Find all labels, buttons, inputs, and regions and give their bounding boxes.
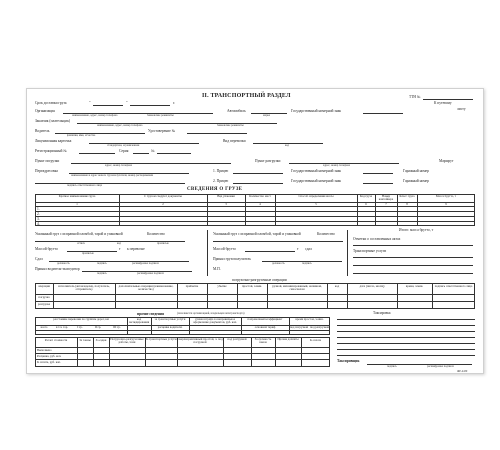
srok-year: г. xyxy=(173,101,175,105)
propis-1: прописью xyxy=(157,242,169,245)
pr-h4: прибытие xyxy=(185,285,199,288)
trans-label: Транспортные услуги xyxy=(353,249,387,253)
calc-h2: За тонны xyxy=(79,339,91,342)
sdal-label: Сдал xyxy=(35,257,43,261)
gov-num-3: Государственный номерной знак xyxy=(291,179,342,183)
prinyal-sig: подпись xyxy=(97,272,107,275)
cargo-row-2: 2. xyxy=(37,212,40,216)
footer-code: ФР-4430 xyxy=(457,370,468,373)
zakazchik-sub: наименование, адрес, номер телефона xyxy=(97,124,143,127)
cargo-n6: 6 xyxy=(365,203,367,206)
pr-title: погрузочно-разгрузочные операции xyxy=(232,278,287,282)
vid-code: код xyxy=(285,144,289,147)
org-label: Организация xyxy=(35,109,55,113)
org-sub: наименование, адрес, номер телефона xyxy=(72,114,118,117)
load-sub: адрес, номер телефона xyxy=(105,164,133,167)
document-sheet xyxy=(26,88,484,374)
kod: код xyxy=(117,242,121,245)
cargo-h3: Вид упаковки xyxy=(217,195,235,198)
cargo-n4: 4 xyxy=(259,203,261,206)
other-sub-4: II гр. xyxy=(94,326,102,329)
driver-sub: фамилия, имя, отчество xyxy=(67,134,96,137)
k-perevozke: к перевозке xyxy=(127,247,145,251)
other-h5: поправочный коэффициент xyxy=(247,318,283,321)
cargo-row-3: 3. xyxy=(37,217,40,221)
calc-h5: За транспортные услуги xyxy=(145,338,177,341)
cargo-h2: С грузом следуют документы xyxy=(144,195,182,198)
prinyal-label: Принял водитель-экспедитор xyxy=(35,267,80,271)
calc-h6: Сверхнормативный простой, ч. под погрузкой xyxy=(177,338,223,345)
cargo-row-4: 4. xyxy=(37,222,40,226)
other-h1: расстояние перевозки по группам дорог, км xyxy=(53,318,109,321)
pr-h2: исполнитель (автовладелец, получатель, отправитель) xyxy=(58,285,110,292)
calc-vypolneno: Выполнено xyxy=(37,348,52,352)
srok-quote-2: " xyxy=(126,101,128,105)
cargo-h4: Количество мест xyxy=(249,195,271,198)
other-h3: за транспортные услуги xyxy=(154,318,186,321)
cargo-h1: Краткое наименование груза xyxy=(58,195,96,198)
cargo-n2: 2 xyxy=(162,203,164,206)
calc-h10: К оплате xyxy=(309,339,322,342)
cargo-n7: 7 xyxy=(385,203,387,206)
mp-label: М.П. xyxy=(213,267,221,271)
load-point-label: Пункт погрузки xyxy=(35,159,60,163)
other-sub-5: III гр. xyxy=(113,326,121,329)
readdr-sub: наименование и адрес нового грузополучателя, номер распоряжения xyxy=(71,174,153,177)
cargo-n9: 9 xyxy=(445,203,447,206)
other-sub-3: I гр. xyxy=(77,326,83,329)
cargo-row-1: 1. xyxy=(37,207,40,211)
pr-h6: простой, ч.мин. xyxy=(241,285,262,288)
other-sub-1: всего xyxy=(40,326,48,329)
ttn-label: ТТН № xyxy=(409,95,421,99)
pricep2-label: 2. Прицеп xyxy=(213,179,229,183)
pr-h1: операция xyxy=(38,285,50,288)
unload-point-label: Пункт разгрузки xyxy=(255,159,281,163)
cargo-n5: 5 xyxy=(315,203,317,206)
calc-h4: Погрузочно-разгрузочные работы, тонн xyxy=(110,338,144,345)
right-dolj: должность xyxy=(272,262,285,265)
org-bank: банковские реквизиты xyxy=(147,114,174,117)
right-sdal: Указанный груз с исправной пломбой, тарой и упаковкой xyxy=(213,232,301,236)
pr-h3: дополнительные операции (наименование, количество) xyxy=(118,285,174,292)
other-title: прочие сведения xyxy=(137,312,164,316)
udost-label: Удостоверение № xyxy=(148,129,176,133)
other-h4: сумма штрафа за неправильное оформление документов, руб. коп. xyxy=(193,318,237,325)
calc-h8: За срочность заказа xyxy=(254,338,272,345)
document-title: II. ТРАНСПОРТНЫЙ РАЗДЕЛ xyxy=(202,93,291,99)
zakazchik-bank: банковские реквизиты xyxy=(217,124,244,127)
sdal-dolj: должность xyxy=(57,262,70,265)
right-t: т xyxy=(297,247,299,251)
seria-label: Серия xyxy=(119,149,129,153)
right-massa: Массой брутто xyxy=(213,247,236,251)
gar2-label: Гаражный номер xyxy=(403,179,429,183)
calc-rascenka: Расценка, руб. коп. xyxy=(37,354,62,358)
cargo-h9: Масса брутто, т xyxy=(435,195,457,198)
pr-h11: подпись ответственного лица xyxy=(434,285,473,288)
to-putevoy-label: К путевому xyxy=(434,101,452,105)
cargo-h7: Номер контейнера xyxy=(378,195,394,202)
sdal-text: Указанный груз с исправной пломбой, тарой и упаковкой xyxy=(35,232,123,236)
sdal-sig: подпись xyxy=(97,262,107,265)
other-sub-8: под погрузкой xyxy=(289,326,309,329)
srok-label: Срок доставки груза xyxy=(35,101,67,105)
pr-h10: время, ч.мин. xyxy=(405,285,424,288)
cargo-n1: 1 xyxy=(76,203,78,206)
license-label: Лицензионная карточка xyxy=(35,139,72,143)
other-h6: время простоя, ч.мин. xyxy=(295,318,324,321)
right-prinyal: Принял грузополучатель xyxy=(213,257,251,261)
zakazchik-label: Заказчик (плательщик) xyxy=(35,119,71,123)
calc-h1: Расчет стоимости xyxy=(44,339,68,342)
calc-h7: под разгрузкой xyxy=(227,338,247,341)
vehicle-label: Автомобиль xyxy=(227,109,246,113)
license-sub: стандартная, ограниченная xyxy=(107,144,140,147)
gar1-label: Гаражный номер xyxy=(403,169,429,173)
taksirovshik-label: Таксировщик xyxy=(337,359,360,363)
cargo-h5: Способ определения массы xyxy=(298,195,334,198)
pr-h7: ручной, механизированный, наливной, самосвалом xyxy=(272,285,322,292)
to-list-label: листу xyxy=(457,107,466,111)
right-k: сдал xyxy=(305,247,312,251)
vid-label: Вид перевозки xyxy=(223,139,246,143)
pr-row-1: погрузка xyxy=(38,296,50,299)
driver-label: Водитель xyxy=(35,129,50,133)
taks-rassh: расшифровка подписи xyxy=(427,365,454,368)
gov-num-2: Государственный номерной знак xyxy=(291,169,342,173)
pr-row-2: разгрузка xyxy=(37,303,51,306)
unload-sub: адрес, номер телефона xyxy=(323,164,351,167)
cargo-h6: Код груза xyxy=(359,195,373,198)
prinyal-rassh: расшифровка подписи xyxy=(137,272,164,275)
taks-sig: подпись xyxy=(387,365,397,368)
right-sig: подпись xyxy=(302,262,312,265)
otmetki-label: Отметки о составленных актах xyxy=(353,237,401,241)
cargo-n3: 3 xyxy=(225,203,227,206)
sdal-rassh: расшифровка подписи xyxy=(132,262,159,265)
calc-kopl: К оплате, руб. коп. xyxy=(37,360,61,364)
pr-h9: дата (число, месяц) xyxy=(359,285,385,288)
massa-label: Массой брутто xyxy=(35,247,58,251)
calc-h9: Прочие доплаты xyxy=(277,338,299,341)
cargo-n8: 8 xyxy=(406,203,408,206)
cargo-title: СВЕДЕНИЯ О ГРУЗЕ xyxy=(187,187,243,192)
other-h2: код экспедирования xyxy=(128,318,150,325)
pr-h5: убытие xyxy=(217,285,227,288)
reg-label: Регистрационный № xyxy=(35,149,67,153)
t-label: т xyxy=(119,247,121,251)
other-sub-6: расценка водителю xyxy=(157,326,183,329)
vpisat: оттиск xyxy=(77,242,85,245)
right-kolvo: Количество xyxy=(317,232,335,236)
other-sub-7: основной тариф xyxy=(254,326,276,329)
num-label: № xyxy=(151,149,155,153)
other-sub-9: под разгрузкой xyxy=(309,326,330,329)
propis-2: прописью xyxy=(82,252,94,255)
other-sub-2: в т.ч. гор. xyxy=(56,326,68,329)
readdr-label: Переадресовка xyxy=(35,169,58,173)
calc-h3: За ездки xyxy=(95,339,107,342)
pr-h8: код xyxy=(334,285,340,288)
route-label: Маршрут xyxy=(439,159,454,163)
pricep1-label: 1. Прицеп xyxy=(213,169,229,173)
itogo-label: Итого: масса брутто, т xyxy=(399,228,434,232)
vehicle-model: марка xyxy=(263,114,270,117)
readdr-sign: подпись ответственного лица xyxy=(67,184,103,187)
kolvo-label: Количество xyxy=(147,232,165,236)
other-sub: (заполняется организацией, владельцем автотранспорта) xyxy=(177,312,245,315)
srok-quote: " xyxy=(89,101,91,105)
taksirovka-label: Таксировка xyxy=(373,311,391,315)
cargo-h8: Класс груза xyxy=(399,195,415,198)
gov-num-label: Государственный номерной знак xyxy=(291,109,342,113)
